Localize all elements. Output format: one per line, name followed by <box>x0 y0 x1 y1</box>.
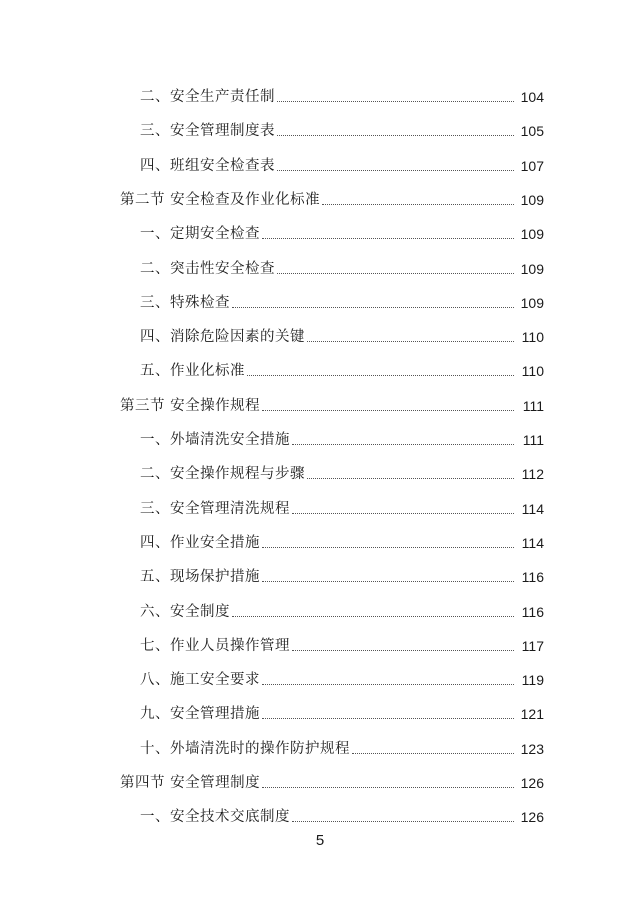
toc-entry[interactable] <box>0 560 640 586</box>
toc-entry-title: 第四节 安全管理制度 <box>120 775 261 791</box>
toc-entry-title: 六、安全制度 <box>140 603 230 620</box>
toc-entry[interactable] <box>0 492 640 518</box>
toc-dot-leader <box>262 409 514 411</box>
toc-entry-page: 114 <box>521 500 544 517</box>
toc-dot-leader <box>322 203 514 205</box>
toc-entry-page: 116 <box>521 569 544 586</box>
toc-dot-leader <box>292 443 514 445</box>
toc-entry-page: 117 <box>521 637 544 654</box>
toc-entry-title: 二、安全生产责任制 <box>140 89 275 105</box>
toc-dot-leader <box>262 580 514 582</box>
toc-dot-leader <box>292 649 514 651</box>
page-number: 5 <box>315 832 325 849</box>
toc-entry-page: 105 <box>520 123 544 140</box>
toc-entry-page: 119 <box>521 672 544 689</box>
toc-entry[interactable] <box>0 183 640 209</box>
toc-dot-leader <box>262 237 514 239</box>
toc-entry-page: 121 <box>520 706 544 723</box>
toc-entry[interactable] <box>0 629 640 655</box>
toc-entry-page: 114 <box>521 534 544 551</box>
toc-entry-title: 三、安全管理制度表 <box>140 123 275 140</box>
toc-dot-leader <box>352 752 514 754</box>
toc-dot-leader <box>277 169 514 171</box>
toc-dot-leader <box>232 615 514 617</box>
toc-dot-leader <box>262 786 514 788</box>
toc-entry-page: 109 <box>520 260 544 277</box>
toc-dot-leader <box>262 546 514 548</box>
toc-entry-title: 第三节 安全操作规程 <box>120 397 261 414</box>
toc-entry-page: 110 <box>521 329 544 346</box>
toc-entry[interactable] <box>0 286 640 312</box>
toc-entry-page: 111 <box>522 432 544 448</box>
toc-entry-title: 五、作业化标准 <box>140 363 245 380</box>
toc-entry[interactable] <box>0 732 640 758</box>
toc-dot-leader <box>292 512 514 514</box>
toc-entry-title: 二、安全操作规程与步骤 <box>140 466 305 483</box>
toc-entry-title: 九、安全管理措施 <box>140 706 260 723</box>
toc-entry-page: 107 <box>520 157 544 174</box>
toc-entry-page: 110 <box>521 363 544 380</box>
toc-entry-page: 116 <box>521 603 544 620</box>
toc-entry[interactable] <box>0 217 640 243</box>
toc-entry[interactable] <box>0 697 640 723</box>
toc-entry-page: 112 <box>521 466 544 483</box>
toc-entry[interactable] <box>0 114 640 140</box>
toc-entry[interactable] <box>0 320 640 346</box>
toc-dot-leader <box>292 820 514 822</box>
toc-dot-leader <box>307 477 514 479</box>
toc-entry-title: 四、班组安全检查表 <box>140 157 275 174</box>
toc-entry-page: 126 <box>520 775 544 791</box>
toc-entry-title: 一、安全技术交底制度 <box>140 809 290 826</box>
toc-entry[interactable] <box>0 800 640 826</box>
toc-dot-leader <box>262 683 514 685</box>
toc-entry[interactable] <box>0 526 640 552</box>
toc-entry[interactable] <box>0 457 640 483</box>
toc-entry-title: 十、外墙清洗时的操作防护规程 <box>140 740 350 757</box>
toc-entry[interactable] <box>0 252 640 278</box>
toc-entry[interactable] <box>0 149 640 175</box>
toc-dot-leader <box>277 134 514 136</box>
toc-entry-title: 二、突击性安全检查 <box>140 260 275 277</box>
toc-entry-page: 109 <box>520 226 544 243</box>
toc-entry-page: 123 <box>520 740 544 757</box>
toc-entry[interactable] <box>0 766 640 792</box>
toc-entry[interactable] <box>0 595 640 621</box>
toc-dot-leader <box>262 717 514 719</box>
toc-dot-leader <box>232 306 514 308</box>
toc-entry-title: 五、现场保护措施 <box>140 569 260 586</box>
toc-entry-page: 109 <box>520 294 544 311</box>
toc-entry[interactable] <box>0 423 640 449</box>
toc-entry[interactable] <box>0 389 640 415</box>
toc-entry-title: 三、特殊检查 <box>140 294 230 311</box>
toc-entry-page: 104 <box>520 89 544 105</box>
toc-entry-title: 一、外墙清洗安全措施 <box>140 432 290 448</box>
toc-entry-page: 111 <box>522 397 544 414</box>
toc-entry-title: 一、定期安全检查 <box>140 226 260 243</box>
toc-dot-leader <box>307 340 514 342</box>
toc-dot-leader <box>277 100 514 102</box>
toc-entry-title: 四、作业安全措施 <box>140 534 260 551</box>
toc-dot-leader <box>277 272 514 274</box>
toc-entry[interactable] <box>0 80 640 106</box>
toc-entry-title: 四、消除危险因素的关键 <box>140 329 305 346</box>
toc-entry[interactable] <box>0 663 640 689</box>
toc-entry-page: 126 <box>520 809 544 826</box>
toc-entry[interactable] <box>0 354 640 380</box>
toc-dot-leader <box>247 374 514 376</box>
toc-entry-page: 109 <box>520 191 544 208</box>
toc-entry-title: 七、作业人员操作管理 <box>140 637 290 654</box>
toc-entry-title: 三、安全管理清洗规程 <box>140 500 290 517</box>
toc-entry-title: 第二节 安全检查及作业化标准 <box>120 191 321 208</box>
toc-entry-title: 八、施工安全要求 <box>140 672 260 689</box>
